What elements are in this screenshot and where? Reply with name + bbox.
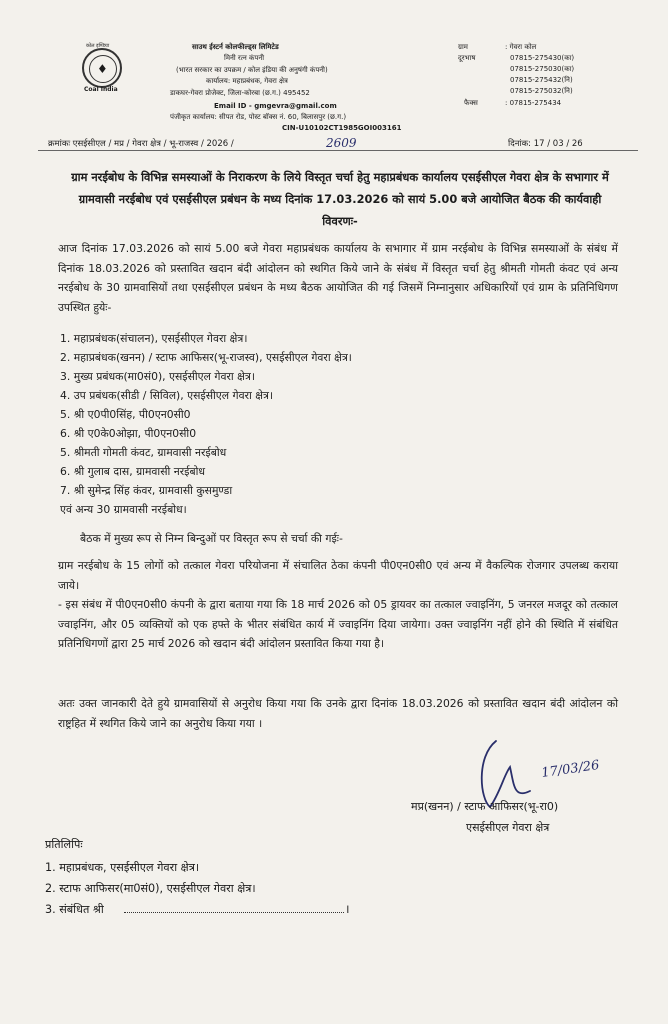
email-line: Email ID - gmgevra@gmail.com: [214, 102, 337, 110]
company-type: मिनी रत्न कंपनी: [224, 54, 265, 62]
attendee-item: 5. श्री ए0पी0सिंह, पी0एन0सी0: [60, 408, 191, 421]
discussion-intro: बैठक में मुख्य रूप से निम्न बिन्दुओं पर विस्तृत रूप से चर्चा की गईः-: [80, 532, 343, 545]
attendee-item: 3. मुख्य प्रबंधक(मा0सं0), एसईसीएल गेवरा क्षेत्र।: [60, 370, 255, 383]
subsidiary-note: (भारत सरकार का उपक्रम / कोल इंडिया की अनुषंगी कंपनी): [176, 66, 328, 74]
copy-to-closing-mark: ।: [345, 902, 350, 916]
discussion-point-1: ग्राम नरईबोध के 15 लोगों को तत्काल गेवरा परियोजना में संचालित ठेका कंपनी पी0एन0सी0 एवं अन्य में वैकल्पिक रोजगार उपलब्ध कराया जाये।: [58, 559, 618, 592]
signatory-designation: मप्र(खनन) / स्टाफ आफिसर(भू-रा0): [411, 800, 559, 813]
attendee-item: 4. उप प्रबंधक(सीडी / सिविल), एसईसीएल गेवरा क्षेत्र।: [60, 389, 274, 402]
attendee-item: 6. श्री ए0के0ओझा, पी0एन0सी0: [60, 427, 197, 440]
handwritten-reference-number: 2609: [326, 136, 357, 150]
attendee-item: 7. श्री सुमेन्द्र सिंह कंवर, ग्रामवासी कुसमुण्डा: [60, 484, 233, 497]
logo-top-text: कोल इण्डिया: [86, 43, 110, 49]
gram-value: : गेवरा कोल: [505, 43, 537, 51]
phone-label: दूरभाष: [458, 54, 476, 62]
attendee-item: 2. महाप्रबंधक(खनन) / स्टाफ आफिसर(भू-राजस्व), एसईसीएल गेवरा क्षेत्र।: [60, 351, 352, 364]
office-line: कार्यालय: महाप्रबंधक, गेवरा क्षेत्र: [206, 77, 288, 85]
discussion-point-2: - इस संबंध में पी0एन0सी0 कंपनी के द्वारा बताया गया कि 18 मार्च 2026 को 05 ड्रायवर का तत्काल ज्वाइनिंग, 5 जनरल मजदूर को तत्काल ज्वाइनिंग, और 05 व्यक्तियों को एक हफ्ते के भीतर संबंधित कार्य में ज्वाइनिंग दिया जायेगा। उक्त ज्वाइनिंग नहीं होने की स्थिति में संबंधित प्रतिनिधिगणों द्वारा 25 मार्च 2026 को खदान बंदी आंदोलन प्रस्तावित किया गया है।: [58, 598, 618, 650]
coal-india-logo: ♦: [82, 48, 122, 88]
blank-fill-line: [124, 911, 344, 913]
header-divider: [38, 150, 638, 151]
copy-to-label: प्रतिलिपिः: [45, 838, 83, 851]
closing-paragraph: अतः उक्त जानकारी देते हुये ग्रामवासियों से अनुरोध किया गया कि उनके द्वारा दिनांक 18.03.2026 को प्रस्तावित खदान बंदी आंदोलन को राष्ट्रहित में स्थगित किये जाने का अनुरोध किया गया ।: [58, 697, 618, 730]
logo-bottom-text: Coal India: [84, 86, 118, 93]
copy-to-item: 1. महाप्रबंधक, एसईसीएल गेवरा क्षेत्र।: [45, 861, 200, 874]
reference-number: क्रमांकः एसईसीएल / मप्र / गेवरा क्षेत्र / भू-राजस्व / 2026 /: [48, 139, 234, 149]
signature-date: 17/03/26: [540, 757, 601, 781]
document-title: ग्राम नरईबोध के विभिन्न समस्याओं के निराकरण के लिये विस्तृत चर्चा हेतु महाप्रबंधक कार्यालय एसईसीएल गेवरा क्षेत्र के सभागार में ग्रामवासी नरईबोध एवं एसईसीएल प्रबंधन के मध्य दिनांक 17.03.2026 को सायं 5.00 बजे आयोजित बैठक की कार्यवाही विवरणः-: [71, 170, 609, 228]
signatory-organisation: एसईसीएल गेवरा क्षेत्र: [466, 821, 550, 834]
attendee-item: 1. महाप्रबंधक(संचालन), एसईसीएल गेवरा क्षेत्र।: [60, 332, 248, 345]
phone-number: 07815-275032(नि): [510, 87, 573, 95]
letter-date: दिनांक: 17 / 03 / 26: [508, 139, 583, 149]
postal-address: डाकघर-गेवरा प्रोजेक्ट, जिला-कोरबा (छ.ग.) 495452: [170, 89, 310, 97]
attendee-item: 6. श्री गुलाब दास, ग्रामवासी नरईबोध: [60, 465, 206, 478]
phone-number: 07815-275432(नि): [510, 76, 573, 84]
copy-to-item: 2. स्टाफ आफिसर(मा0सं0), एसईसीएल गेवरा क्षेत्र।: [45, 882, 256, 895]
attendee-item: 5. श्रीमती गोमती कंवट, ग्रामवासी नरईबोध: [60, 446, 227, 459]
company-name: साउथ ईस्टर्न कोलफील्ड्स लिमिटेड: [192, 43, 279, 51]
phone-number: 07815-275430(का): [510, 54, 575, 62]
intro-paragraph: आज दिनांक 17.03.2026 को सायं 5.00 बजे गेवरा महाप्रबंधक कार्यालय के सभागार में ग्राम नरईबोध के विभिन्न समस्याओं के संबंध में दिनांक 18.03.2026 को प्रस्तावित खदान बंदी आंदोलन को स्थगित किये जाने के संबंध में विस्तृत चर्चा हेतु श्रीमती गोमती कंवट एवं अन्य नरईबोध के 30 ग्रामवासियों तथा एसईसीएल प्रबंधन के मध्य बैठक आयोजित की गई जिसमें निम्नानुसार अधिकारियों एवं ग्राम के प्रतिनिधिगण उपस्थित हुयेः-: [58, 242, 618, 314]
gram-label: ग्राम: [458, 43, 468, 51]
copy-to-item: 3. संबंधित श्री: [45, 903, 104, 916]
phone-number: 07815-275030(का): [510, 65, 575, 73]
fax-label: फैक्स: [464, 99, 478, 107]
cin-line: CIN-U10102CT1985GOI003161: [282, 124, 402, 132]
registered-office: पंजीकृत कार्यालय: सीपत रोड, पोस्ट बॉक्स नं. 60, बिलासपुर (छ.ग.): [170, 113, 347, 121]
fax-value: : 07815-275434: [505, 99, 562, 107]
attendee-item: एवं अन्य 30 ग्रामवासी नरईबोध।: [60, 503, 187, 516]
